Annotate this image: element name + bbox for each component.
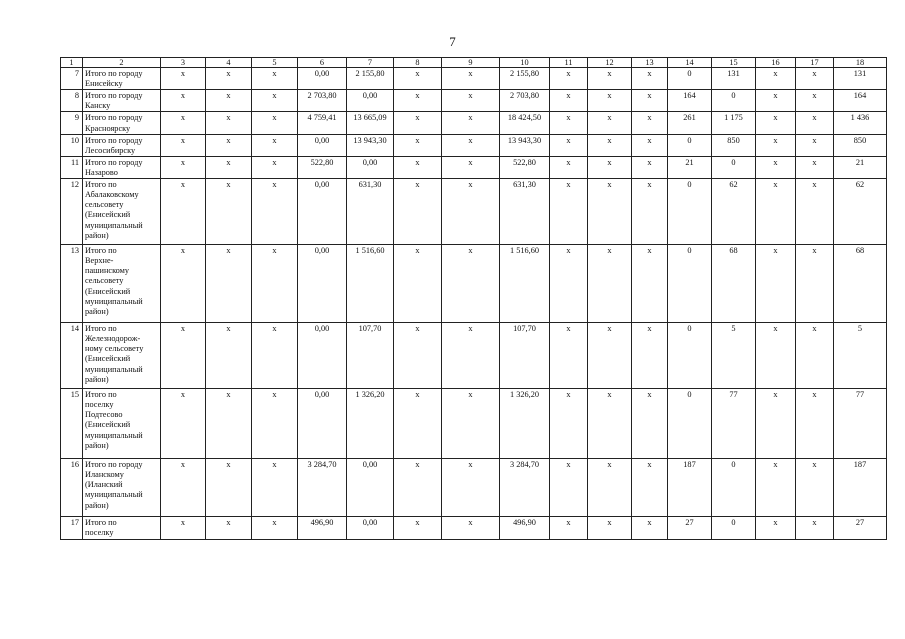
cell-col-6: 2 703,80 [298, 90, 347, 112]
row-name-line: сельсовету [85, 276, 124, 286]
cell-col-11: x [550, 323, 588, 389]
cell-col-16: x [756, 112, 796, 134]
row-name-line: район) [85, 374, 109, 384]
cell-col-4: x [206, 323, 252, 389]
cell-col-10: 2 703,80 [500, 90, 550, 112]
row-name-line: район) [85, 500, 109, 510]
cell-col-9: x [442, 517, 500, 540]
cell-col-5: x [252, 156, 298, 178]
cell-col-5: x [252, 389, 298, 459]
cell-col-10: 18 424,50 [500, 112, 550, 134]
cell-col-3: x [161, 112, 206, 134]
cell-col-3: x [161, 134, 206, 156]
row-name-line: Верхне- [85, 256, 114, 266]
row-name [83, 156, 161, 178]
row-name [83, 68, 161, 90]
cell-col-18: 850 [834, 134, 887, 156]
cell-col-8: x [394, 156, 442, 178]
cell-col-9: x [442, 134, 500, 156]
cell-col-12: x [588, 68, 632, 90]
cell-col-18: 77 [834, 389, 887, 459]
cell-col-7: 0,00 [347, 156, 394, 178]
column-header-10: 10 [500, 58, 550, 68]
cell-col-3: x [161, 68, 206, 90]
cell-col-11: x [550, 459, 588, 517]
cell-col-16: x [756, 517, 796, 540]
cell-col-14: 27 [668, 517, 712, 540]
column-header-5: 5 [252, 58, 298, 68]
row-number: 16 [61, 459, 83, 517]
row-name-line: Железнодорож- [85, 334, 141, 344]
cell-col-8: x [394, 134, 442, 156]
cell-col-5: x [252, 517, 298, 540]
row-name [83, 459, 161, 517]
cell-col-14: 0 [668, 245, 712, 323]
row-name [83, 90, 161, 112]
cell-col-11: x [550, 112, 588, 134]
column-header-3: 3 [161, 58, 206, 68]
cell-col-4: x [206, 389, 252, 459]
column-header-17: 17 [796, 58, 834, 68]
cell-col-17: x [796, 245, 834, 323]
table-row [61, 112, 887, 134]
column-header-1: 1 [61, 58, 83, 68]
cell-col-8: x [394, 90, 442, 112]
cell-col-12: x [588, 112, 632, 134]
cell-col-3: x [161, 179, 206, 245]
cell-col-5: x [252, 459, 298, 517]
cell-col-6: 496,90 [298, 517, 347, 540]
cell-col-10: 522,80 [500, 156, 550, 178]
table-row [61, 323, 887, 389]
cell-col-10: 1 326,20 [500, 389, 550, 459]
cell-col-15: 62 [712, 179, 756, 245]
row-name-line: муниципальный [85, 296, 143, 306]
row-name-line: (Енисейский [85, 354, 131, 364]
table-row [61, 517, 887, 540]
cell-col-7: 13 665,09 [347, 112, 394, 134]
cell-col-6: 0,00 [298, 179, 347, 245]
cell-col-10: 2 155,80 [500, 68, 550, 90]
row-name-line: муниципальный [85, 430, 143, 440]
cell-col-16: x [756, 90, 796, 112]
cell-col-16: x [756, 389, 796, 459]
row-name [83, 517, 161, 540]
cell-col-8: x [394, 245, 442, 323]
cell-col-10: 1 516,60 [500, 245, 550, 323]
cell-col-11: x [550, 517, 588, 540]
cell-col-7: 107,70 [347, 323, 394, 389]
cell-col-16: x [756, 245, 796, 323]
cell-col-18: 62 [834, 179, 887, 245]
cell-col-9: x [442, 112, 500, 134]
table-row [61, 389, 887, 459]
cell-col-14: 0 [668, 179, 712, 245]
row-name-line: Итого по [85, 518, 117, 528]
cell-col-11: x [550, 68, 588, 90]
cell-col-17: x [796, 112, 834, 134]
row-name-line: Итого по городу [85, 91, 143, 101]
cell-col-4: x [206, 156, 252, 178]
row-name-line: (Енисейский [85, 286, 131, 296]
cell-col-17: x [796, 134, 834, 156]
cell-col-7: 1 326,20 [347, 389, 394, 459]
cell-col-12: x [588, 323, 632, 389]
cell-col-9: x [442, 389, 500, 459]
cell-col-18: 68 [834, 245, 887, 323]
row-number: 11 [61, 156, 83, 178]
row-name-line: Итого по городу [85, 157, 143, 167]
cell-col-16: x [756, 459, 796, 517]
column-header-6: 6 [298, 58, 347, 68]
cell-col-6: 0,00 [298, 245, 347, 323]
cell-col-15: 5 [712, 323, 756, 389]
cell-col-14: 261 [668, 112, 712, 134]
cell-col-3: x [161, 459, 206, 517]
cell-col-17: x [796, 459, 834, 517]
cell-col-16: x [756, 134, 796, 156]
cell-col-8: x [394, 389, 442, 459]
cell-col-5: x [252, 323, 298, 389]
cell-col-16: x [756, 179, 796, 245]
cell-col-5: x [252, 134, 298, 156]
cell-col-10: 13 943,30 [500, 134, 550, 156]
row-name-line: Канску [85, 101, 111, 111]
cell-col-10: 631,30 [500, 179, 550, 245]
row-number: 13 [61, 245, 83, 323]
cell-col-11: x [550, 90, 588, 112]
cell-col-9: x [442, 459, 500, 517]
row-name-line: сельсовету [85, 200, 124, 210]
row-name-line: поселку [85, 528, 114, 538]
column-header-11: 11 [550, 58, 588, 68]
row-name-line: Лесосибирску [85, 145, 136, 155]
cell-col-12: x [588, 517, 632, 540]
cell-col-12: x [588, 179, 632, 245]
row-name-line: (Енисейский [85, 420, 131, 430]
cell-col-8: x [394, 459, 442, 517]
cell-col-13: x [632, 68, 668, 90]
row-name [83, 245, 161, 323]
row-name-line: район) [85, 306, 109, 316]
cell-col-7: 0,00 [347, 517, 394, 540]
row-name-line: Абалаковскому [85, 190, 139, 200]
cell-col-12: x [588, 245, 632, 323]
row-name-line: Назарово [85, 167, 118, 177]
row-name-line: Итого по городу [85, 135, 143, 145]
cell-col-7: 631,30 [347, 179, 394, 245]
row-name-line: Итого по городу [85, 113, 143, 123]
cell-col-13: x [632, 179, 668, 245]
cell-col-9: x [442, 90, 500, 112]
cell-col-5: x [252, 112, 298, 134]
cell-col-14: 187 [668, 459, 712, 517]
cell-col-4: x [206, 245, 252, 323]
cell-col-18: 21 [834, 156, 887, 178]
cell-col-18: 27 [834, 517, 887, 540]
cell-col-17: x [796, 179, 834, 245]
cell-col-3: x [161, 517, 206, 540]
cell-col-7: 1 516,60 [347, 245, 394, 323]
table-row [61, 245, 887, 323]
row-number: 17 [61, 517, 83, 540]
column-header-16: 16 [756, 58, 796, 68]
table-row [61, 134, 887, 156]
cell-col-5: x [252, 245, 298, 323]
cell-col-9: x [442, 156, 500, 178]
cell-col-6: 4 759,41 [298, 112, 347, 134]
cell-col-3: x [161, 389, 206, 459]
cell-col-4: x [206, 112, 252, 134]
row-name-line: (Енисейский [85, 210, 131, 220]
cell-col-7: 13 943,30 [347, 134, 394, 156]
cell-col-7: 0,00 [347, 90, 394, 112]
row-name-line: пашинскому [85, 266, 130, 276]
cell-col-11: x [550, 156, 588, 178]
column-header-18: 18 [834, 58, 887, 68]
column-header-9: 9 [442, 58, 500, 68]
row-number: 8 [61, 90, 83, 112]
cell-col-14: 0 [668, 68, 712, 90]
cell-col-4: x [206, 179, 252, 245]
cell-col-15: 77 [712, 389, 756, 459]
row-name [83, 179, 161, 245]
cell-col-5: x [252, 179, 298, 245]
cell-col-3: x [161, 90, 206, 112]
cell-col-12: x [588, 156, 632, 178]
cell-col-13: x [632, 389, 668, 459]
cell-col-9: x [442, 68, 500, 90]
cell-col-6: 0,00 [298, 389, 347, 459]
row-number: 12 [61, 179, 83, 245]
cell-col-4: x [206, 90, 252, 112]
cell-col-7: 2 155,80 [347, 68, 394, 90]
cell-col-13: x [632, 517, 668, 540]
cell-col-10: 107,70 [500, 323, 550, 389]
cell-col-15: 850 [712, 134, 756, 156]
cell-col-18: 1 436 [834, 112, 887, 134]
row-name-line: Енисейску [85, 79, 123, 89]
cell-col-18: 164 [834, 90, 887, 112]
cell-col-8: x [394, 68, 442, 90]
cell-col-13: x [632, 90, 668, 112]
row-name-line: Итого по городу [85, 69, 143, 78]
row-name-line: Подтесово [85, 410, 123, 420]
row-name-line: Итого по [85, 324, 117, 334]
table-row [61, 179, 887, 245]
table-row [61, 156, 887, 178]
column-header-13: 13 [632, 58, 668, 68]
cell-col-16: x [756, 156, 796, 178]
cell-col-3: x [161, 245, 206, 323]
cell-col-11: x [550, 134, 588, 156]
table-row [61, 459, 887, 517]
cell-col-18: 131 [834, 68, 887, 90]
row-name-line: Итого по [85, 180, 117, 190]
cell-col-17: x [796, 90, 834, 112]
page-number: 7 [449, 34, 456, 49]
cell-col-4: x [206, 68, 252, 90]
cell-col-12: x [588, 134, 632, 156]
row-number: 15 [61, 389, 83, 459]
row-name [83, 323, 161, 389]
cell-col-13: x [632, 459, 668, 517]
cell-col-17: x [796, 389, 834, 459]
column-header-8: 8 [394, 58, 442, 68]
row-name [83, 134, 161, 156]
cell-col-5: x [252, 90, 298, 112]
cell-col-18: 187 [834, 459, 887, 517]
row-name-line: поселку [85, 400, 114, 410]
row-name-line: район) [85, 440, 109, 450]
cell-col-7: 0,00 [347, 459, 394, 517]
cell-col-12: x [588, 90, 632, 112]
column-header-12: 12 [588, 58, 632, 68]
cell-col-15: 0 [712, 90, 756, 112]
row-name-line: Итого по городу [85, 460, 143, 470]
cell-col-13: x [632, 156, 668, 178]
cell-col-16: x [756, 323, 796, 389]
cell-col-6: 0,00 [298, 323, 347, 389]
cell-col-13: x [632, 112, 668, 134]
cell-col-13: x [632, 134, 668, 156]
cell-col-18: 5 [834, 323, 887, 389]
cell-col-4: x [206, 517, 252, 540]
cell-col-14: 0 [668, 134, 712, 156]
cell-col-12: x [588, 459, 632, 517]
cell-col-15: 131 [712, 68, 756, 90]
cell-col-17: x [796, 156, 834, 178]
cell-col-14: 21 [668, 156, 712, 178]
cell-col-8: x [394, 517, 442, 540]
cell-col-15: 1 175 [712, 112, 756, 134]
row-name [83, 112, 161, 134]
cell-col-17: x [796, 323, 834, 389]
cell-col-17: x [796, 68, 834, 90]
cell-col-14: 164 [668, 90, 712, 112]
row-name-line: Итого по [85, 390, 117, 400]
cell-col-11: x [550, 389, 588, 459]
cell-col-11: x [550, 245, 588, 323]
column-header-7: 7 [347, 58, 394, 68]
cell-col-9: x [442, 245, 500, 323]
cell-col-11: x [550, 179, 588, 245]
table-body [61, 68, 887, 540]
row-name-line: Иланскому [85, 470, 124, 480]
cell-col-15: 0 [712, 517, 756, 540]
cell-col-4: x [206, 459, 252, 517]
cell-col-8: x [394, 179, 442, 245]
cell-col-15: 0 [712, 156, 756, 178]
cell-col-10: 496,90 [500, 517, 550, 540]
cell-col-3: x [161, 156, 206, 178]
row-name [83, 389, 161, 459]
cell-col-6: 3 284,70 [298, 459, 347, 517]
cell-col-6: 0,00 [298, 68, 347, 90]
row-name-line: Красноярску [85, 123, 131, 133]
cell-col-5: x [252, 68, 298, 90]
row-name-line: муниципальный [85, 364, 143, 374]
cell-col-14: 0 [668, 389, 712, 459]
cell-col-13: x [632, 323, 668, 389]
row-name-line: район) [85, 230, 109, 240]
row-name-line: муниципальный [85, 490, 143, 500]
row-name-line: ному сельсовету [85, 344, 144, 354]
cell-col-13: x [632, 245, 668, 323]
cell-col-3: x [161, 323, 206, 389]
table-row [61, 90, 887, 112]
row-number: 10 [61, 134, 83, 156]
row-number: 9 [61, 112, 83, 134]
row-number: 14 [61, 323, 83, 389]
cell-col-17: x [796, 517, 834, 540]
column-header-4: 4 [206, 58, 252, 68]
table-row [61, 68, 887, 90]
column-header-15: 15 [712, 58, 756, 68]
cell-col-16: x [756, 68, 796, 90]
row-number: 7 [61, 68, 83, 90]
column-header-2: 2 [83, 58, 161, 68]
cell-col-9: x [442, 179, 500, 245]
cell-col-4: x [206, 134, 252, 156]
data-table [60, 57, 887, 540]
cell-col-9: x [442, 323, 500, 389]
cell-col-6: 0,00 [298, 134, 347, 156]
cell-col-8: x [394, 323, 442, 389]
cell-col-12: x [588, 389, 632, 459]
cell-col-10: 3 284,70 [500, 459, 550, 517]
cell-col-15: 0 [712, 459, 756, 517]
table-header-row [61, 58, 887, 68]
cell-col-8: x [394, 112, 442, 134]
cell-col-6: 522,80 [298, 156, 347, 178]
row-name-line: Итого по [85, 246, 117, 256]
row-name-line: муниципальный [85, 220, 143, 230]
cell-col-15: 68 [712, 245, 756, 323]
row-name-line: (Иланский [85, 480, 123, 490]
column-header-14: 14 [668, 58, 712, 68]
cell-col-14: 0 [668, 323, 712, 389]
